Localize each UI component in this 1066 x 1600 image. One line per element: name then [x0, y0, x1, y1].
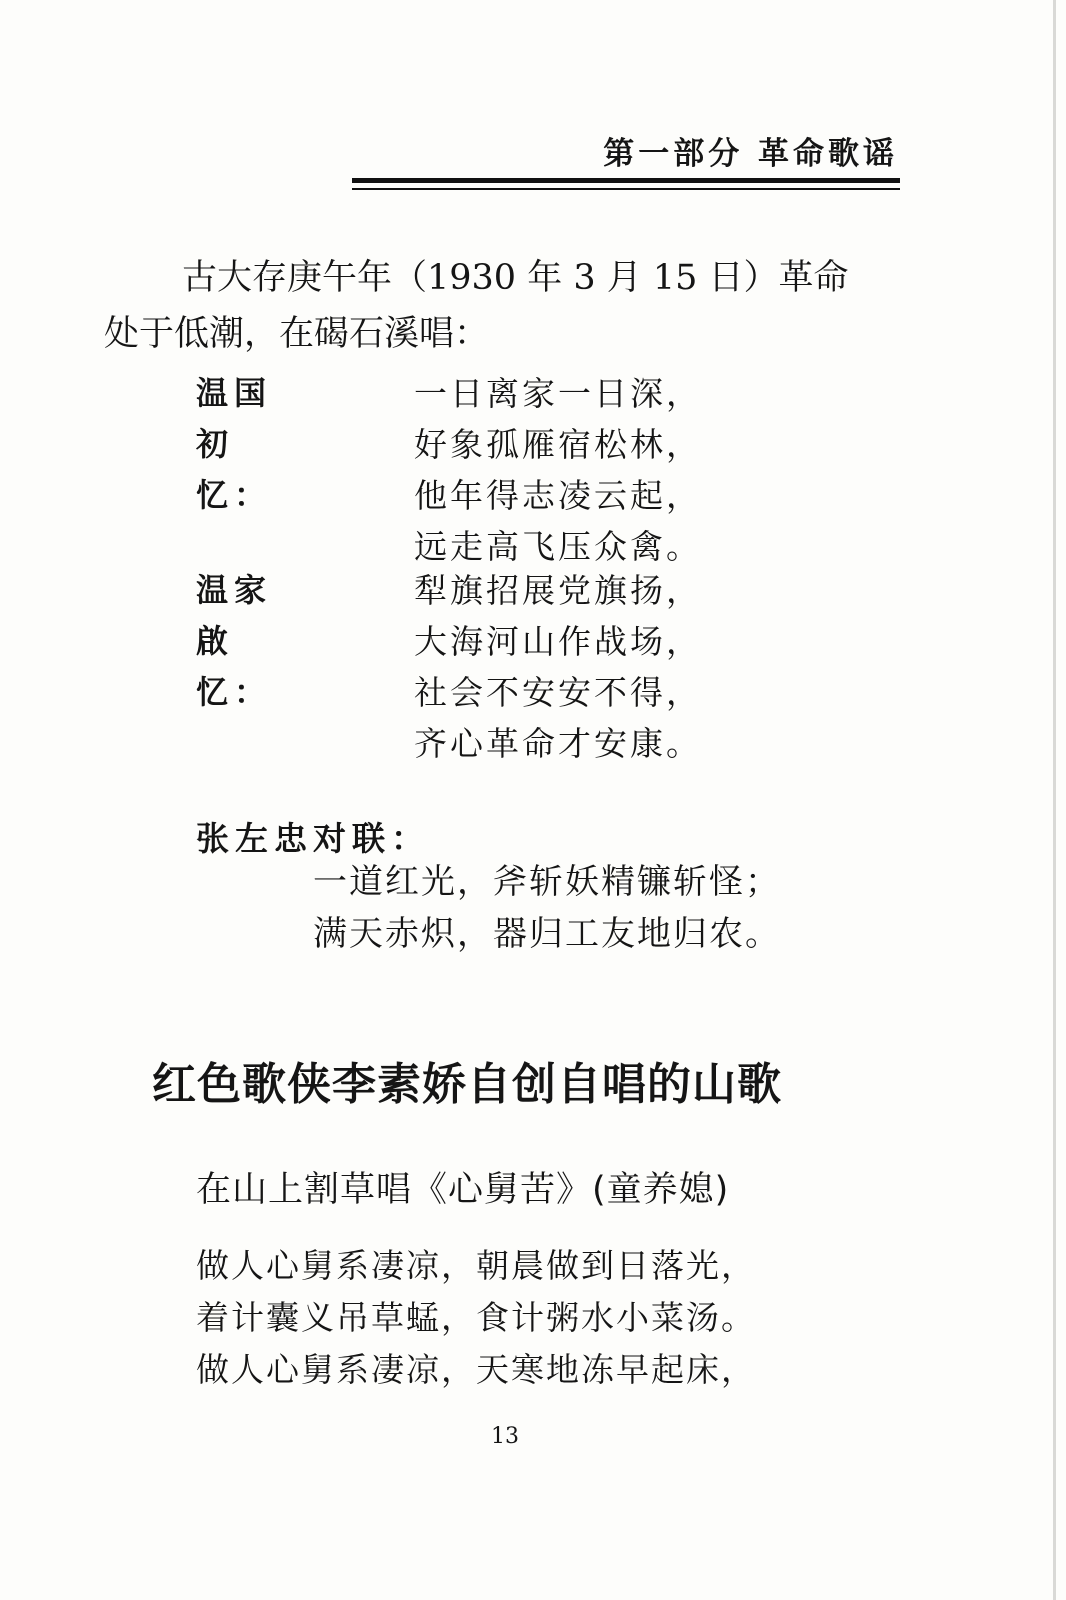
couplet — [313, 856, 781, 960]
intro-paragraph — [104, 250, 904, 362]
couplet-title: 张左忠对联： — [196, 819, 430, 858]
song-lyrics — [196, 1240, 756, 1396]
poem-line: 他年得志凌云起， — [414, 476, 702, 515]
scan-edge-line — [1053, 0, 1056, 1600]
section-title: 红色歌侠李素娇自创自唱的山歌 — [152, 1059, 782, 1110]
song-title: 在山上割草唱《心舅苦》(童养媳) — [196, 1170, 730, 1210]
poem-line: 大海河山作战场， — [414, 622, 702, 661]
poem-lines — [414, 565, 702, 769]
couplet-line: 满天赤炽，器归工友地归农。 — [313, 914, 781, 954]
header-rule-thin — [352, 188, 900, 190]
song-line: 做人心舅系凄凉，朝晨做到日落光， — [196, 1246, 756, 1285]
poem-line: 远走高飞压众禽。 — [414, 527, 702, 566]
song-line: 做人心舅系凄凉，天寒地冻早起床， — [196, 1350, 756, 1389]
poem-lines — [414, 368, 702, 572]
song-line: 着计囊义吊草蜢，食计粥水小菜汤。 — [196, 1298, 756, 1337]
poem-line: 犁旗招展党旗扬， — [414, 571, 702, 610]
poem-line: 齐心革命才安康。 — [414, 724, 702, 763]
poem-speaker: 温国初忆： — [196, 374, 273, 514]
poem-line: 一日离家一日深， — [414, 374, 702, 413]
header-rule-thick — [352, 178, 900, 183]
running-header: 第一部分 革命歌谣 — [603, 136, 898, 172]
intro-line-1: 古大存庚午年（1930 年 3 月 15 日）革命 — [182, 258, 849, 298]
poem-line: 社会不安安不得， — [414, 673, 702, 712]
couplet-line: 一道红光，斧斩妖精镰斩怪； — [313, 862, 781, 902]
poem-line: 好象孤雁宿松林， — [414, 425, 702, 464]
page-number: 13 — [491, 1424, 519, 1449]
intro-line-2: 处于低潮，在碣石溪唱： — [104, 314, 490, 354]
poem-speaker: 温家啟忆： — [196, 571, 273, 711]
